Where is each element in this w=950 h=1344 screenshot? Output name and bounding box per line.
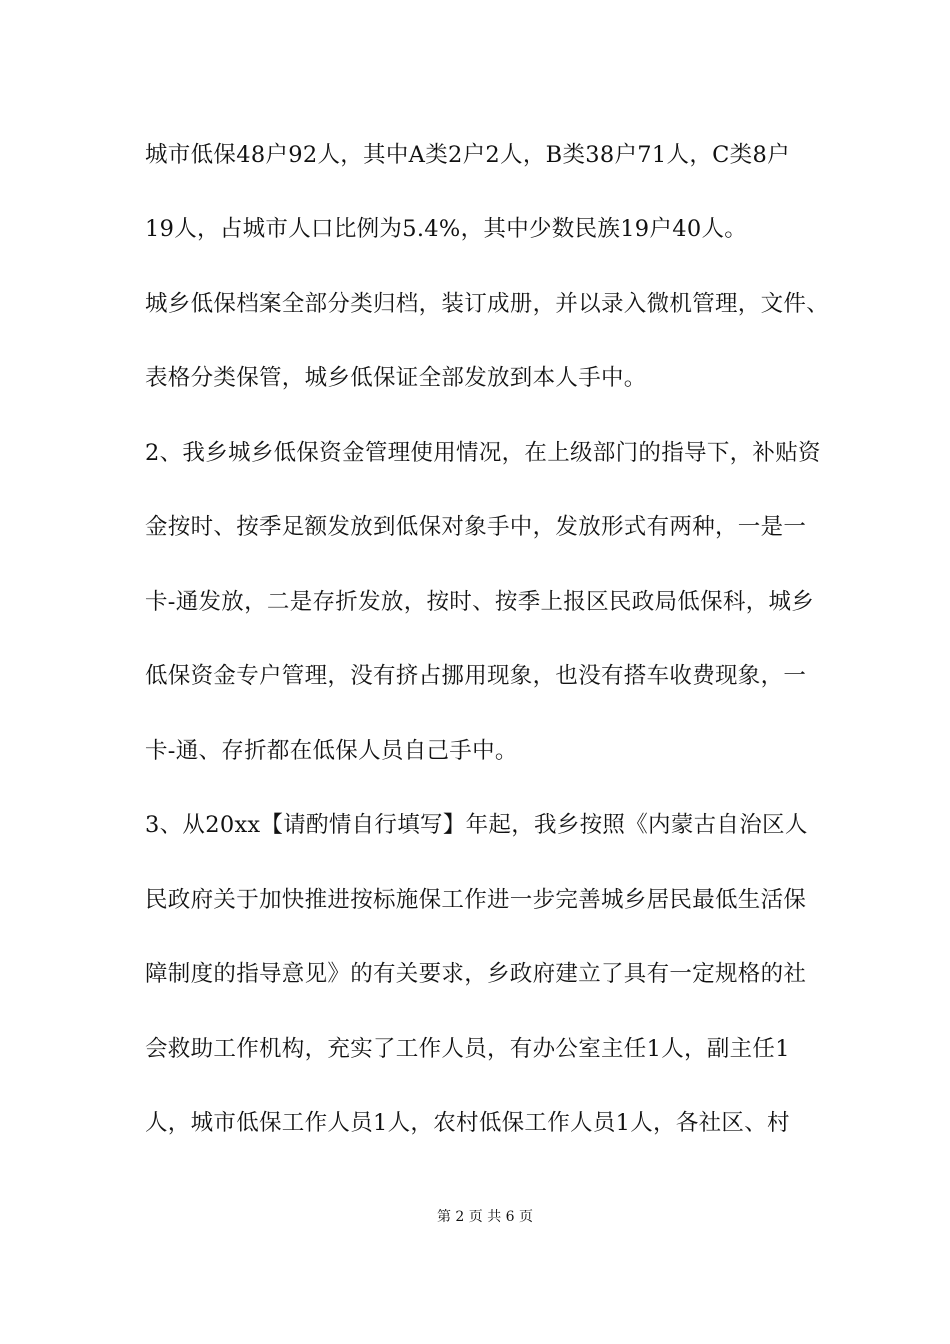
text-line-3: 城乡低保档案全部分类归档，装订成册，并以录入微机管理，文件、 bbox=[145, 291, 830, 317]
text-line-2: 19人，占城市人口比例为5.4%，其中少数民族19户40人。 bbox=[145, 216, 748, 242]
text-line-5: 2、我乡城乡低保资金管理使用情况，在上级部门的指导下，补贴资 bbox=[145, 440, 821, 466]
text-line-7: 卡-通发放，二是存折发放，按时、按季上报区民政局低保科，城乡 bbox=[145, 589, 815, 615]
text-line-10: 3、从20xx【请酌情自行填写】年起，我乡按照《内蒙古自治区人 bbox=[145, 812, 808, 838]
text-line-6: 金按时、按季足额发放到低保对象手中，发放形式有两种，一是一 bbox=[145, 514, 807, 540]
page-number-footer: 第 2 页 共 6 页 bbox=[436, 1209, 534, 1225]
text-line-1: 城市低保48户92人，其中A类2户2人，B类38户71人，C类8户 bbox=[145, 142, 790, 168]
text-line-9: 卡-通、存折都在低保人员自己手中。 bbox=[145, 738, 518, 764]
text-line-4: 表格分类保管，城乡低保证全部发放到本人手中。 bbox=[145, 365, 647, 391]
text-line-12: 障制度的指导意见》的有关要求，乡政府建立了具有一定规格的社 bbox=[145, 961, 807, 987]
text-line-8: 低保资金专户管理，没有挤占挪用现象，也没有搭车收费现象，一 bbox=[145, 663, 807, 689]
text-line-14: 人，城市低保工作人员1人，农村低保工作人员1人，各社区、村 bbox=[145, 1110, 790, 1136]
text-line-11: 民政府关于加快推进按标施保工作进一步完善城乡居民最低生活保 bbox=[145, 887, 807, 913]
text-line-13: 会救助工作机构，充实了工作人员，有办公室主任1人，副主任1 bbox=[145, 1036, 790, 1062]
